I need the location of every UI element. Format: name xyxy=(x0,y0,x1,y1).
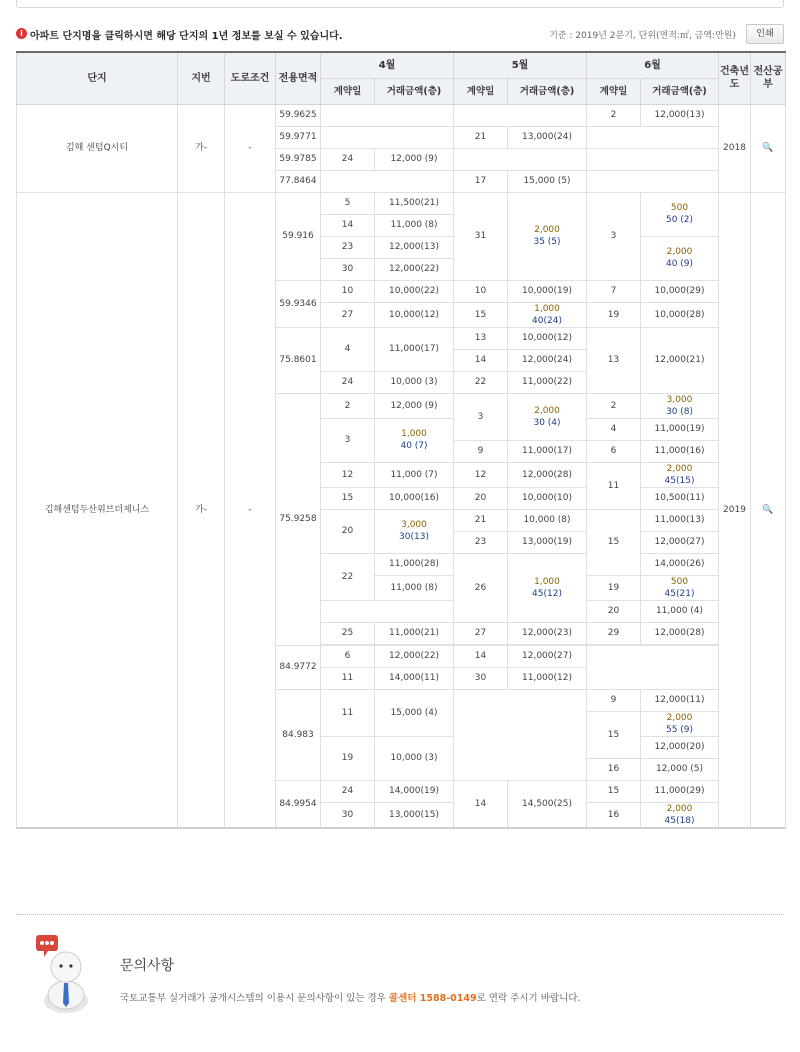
top-panel-frame xyxy=(16,0,784,8)
deal-amount: 2,000 35 (5) xyxy=(508,192,587,280)
header-complex: 단지 xyxy=(17,52,178,104)
contract-day: 26 xyxy=(454,553,508,622)
deal-amount: 13,000(19) xyxy=(508,531,587,553)
deal-amount: 11,000(17) xyxy=(375,327,454,371)
road-cell: - xyxy=(225,192,276,828)
contract-day: 11 xyxy=(321,667,375,689)
contract-day: 30 xyxy=(321,802,375,828)
deal-amount: 2,000 40 (9) xyxy=(641,236,719,280)
deal-amount: 14,000(26) xyxy=(641,553,719,575)
complex-name-link[interactable]: 김해센텀두산위브더제니스 xyxy=(17,192,178,828)
contract-day: 22 xyxy=(321,553,375,600)
deal-amount: 12,000(11) xyxy=(641,689,719,711)
deal-amount: 12,000 (9) xyxy=(375,393,454,418)
contract-day: 27 xyxy=(321,302,375,327)
header-month-6: 6월 xyxy=(587,52,719,78)
deal-amount: 11,000(19) xyxy=(641,418,719,440)
header-area: 전용면적 xyxy=(276,52,321,104)
contract-day: 3 xyxy=(587,192,641,280)
contract-day: 15 xyxy=(454,302,508,327)
contract-day: 13 xyxy=(454,327,508,349)
contract-day: 25 xyxy=(321,622,375,644)
inquiry-text: 국토교통부 실거래가 공개시스템의 이용시 문의사항이 있는 경우 콜센터 1588-0149로 연락 주시기 바랍니다. xyxy=(120,993,581,1004)
deal-amount: 12,000(21) xyxy=(641,327,719,393)
deal-amount: 11,000(22) xyxy=(508,371,587,393)
deal-amount: 15,000 (4) xyxy=(375,689,454,736)
deal-amount: 2,000 45(15) xyxy=(641,462,719,487)
deal-amount: 3,000 30(13) xyxy=(375,509,454,553)
deal-amount: 14,000(19) xyxy=(375,780,454,802)
contract-day: 30 xyxy=(321,258,375,280)
contract-day: 9 xyxy=(454,440,508,462)
deal-amount: 11,000(29) xyxy=(641,780,719,802)
contract-day: 23 xyxy=(454,531,508,553)
deal-amount: 11,000(16) xyxy=(641,440,719,462)
deal-amount: 3,000 30 (8) xyxy=(641,393,719,418)
deal-amount: 10,000(28) xyxy=(641,302,719,327)
contract-day: 14 xyxy=(454,349,508,371)
contract-day: 6 xyxy=(587,440,641,462)
contract-day: 16 xyxy=(587,758,641,780)
contract-day: 29 xyxy=(587,622,641,644)
contract-day: 15 xyxy=(321,487,375,509)
unit-basis-text: 기준 : 2019년 2분기, 단위(면적:㎡, 금액:만원) xyxy=(549,31,736,41)
deal-amount: 11,000 (4) xyxy=(641,600,719,622)
deal-amount: 14,000(11) xyxy=(375,667,454,689)
print-button[interactable]: 인쇄 xyxy=(746,24,784,44)
deal-amount: 1,000 45(12) xyxy=(508,553,587,622)
help-person-icon xyxy=(34,933,94,1013)
header-road: 도로조건 xyxy=(225,52,276,104)
deal-amount: 12,000(28) xyxy=(641,622,719,644)
area-cell: 75.8601 xyxy=(276,327,321,393)
complex-name-link[interactable]: 김해 센텀Q시티 xyxy=(17,104,178,192)
road-cell: - xyxy=(225,104,276,192)
inquiry-title: 문의사항 xyxy=(120,958,175,974)
deal-amount: 10,000(29) xyxy=(641,280,719,302)
area-cell: 59.9785 xyxy=(276,148,321,170)
deal-amount: 12,000(27) xyxy=(641,531,719,553)
area-cell: 77.8464 xyxy=(276,170,321,192)
contract-day: 7 xyxy=(587,280,641,302)
deal-amount: 10,000(19) xyxy=(508,280,587,302)
header-jibun: 지번 xyxy=(178,52,225,104)
contract-day: 24 xyxy=(321,148,375,170)
deal-amount: 11,000 (8) xyxy=(375,575,454,600)
header-day: 계약일 xyxy=(454,78,508,104)
call-center-phone: 콜센터 1588-0149 xyxy=(388,993,477,1004)
header-day: 계약일 xyxy=(587,78,641,104)
deal-amount: 12,000(28) xyxy=(508,462,587,487)
deal-amount: 11,000(13) xyxy=(641,509,719,531)
contract-day: 10 xyxy=(454,280,508,302)
deal-amount: 1,000 40 (7) xyxy=(375,418,454,462)
deal-amount: 10,000 (3) xyxy=(375,371,454,393)
contract-day: 17 xyxy=(454,170,508,192)
header-month-4: 4월 xyxy=(321,52,454,78)
contract-day: 4 xyxy=(587,418,641,440)
area-cell: 59.9346 xyxy=(276,280,321,327)
deal-amount: 10,000 (3) xyxy=(375,736,454,780)
contract-day: 11 xyxy=(587,462,641,509)
deal-amount: 10,000(12) xyxy=(375,302,454,327)
contract-day: 3 xyxy=(321,418,375,462)
deal-amount: 10,000(10) xyxy=(508,487,587,509)
deal-amount: 11,000(21) xyxy=(375,622,454,644)
deal-amount: 15,000 (5) xyxy=(508,170,587,192)
jibun-cell: 가- xyxy=(178,104,225,192)
contract-day: 3 xyxy=(454,393,508,440)
table-row xyxy=(17,104,786,126)
contract-day: 4 xyxy=(321,327,375,371)
table-row xyxy=(17,192,786,214)
contract-day: 16 xyxy=(587,802,641,828)
contract-day: 19 xyxy=(587,575,641,600)
info-icon: i xyxy=(16,28,27,39)
contract-day: 12 xyxy=(454,462,508,487)
deal-amount: 2,000 45(18) xyxy=(641,802,719,828)
header-amount: 거래금액(층) xyxy=(375,78,454,104)
transaction-table xyxy=(16,51,786,829)
deal-amount: 11,000 (7) xyxy=(375,462,454,487)
contract-day: 21 xyxy=(454,126,508,148)
contract-day: 20 xyxy=(454,487,508,509)
header-registry: 전산공부 xyxy=(751,52,786,104)
deal-amount: 500 50 (2) xyxy=(641,192,719,236)
area-cell: 59.916 xyxy=(276,192,321,280)
header-amount: 거래금액(층) xyxy=(508,78,587,104)
deal-amount: 12,000(23) xyxy=(508,622,587,644)
contract-day: 14 xyxy=(454,645,508,667)
deal-amount: 12,000 (9) xyxy=(375,148,454,170)
contract-day: 12 xyxy=(321,462,375,487)
contract-day: 14 xyxy=(321,214,375,236)
header-month-5: 5월 xyxy=(454,52,587,78)
contract-day: 24 xyxy=(321,371,375,393)
contract-day: 9 xyxy=(587,689,641,711)
contract-day: 13 xyxy=(587,327,641,393)
area-cell: 84.9772 xyxy=(276,645,321,689)
area-cell: 84.9954 xyxy=(276,780,321,828)
area-cell: 59.9625 xyxy=(276,104,321,126)
contract-day: 2 xyxy=(321,393,375,418)
deal-amount: 10,000(12) xyxy=(508,327,587,349)
contract-day: 10 xyxy=(321,280,375,302)
magnifier-icon[interactable]: 🔍 xyxy=(751,104,786,192)
section-divider xyxy=(16,914,784,915)
magnifier-icon[interactable]: 🔍 xyxy=(751,192,786,828)
deal-amount: 1,000 40(24) xyxy=(508,302,587,327)
deal-amount: 11,500(21) xyxy=(375,192,454,214)
area-cell: 59.9771 xyxy=(276,126,321,148)
notice-text: 아파트 단지명을 클릭하시면 해당 단지의 1년 정보를 보실 수 있습니다. xyxy=(30,31,343,42)
deal-amount: 12,000 (5) xyxy=(641,758,719,780)
deal-amount: 12,000(20) xyxy=(641,736,719,758)
contract-day: 11 xyxy=(321,689,375,736)
deal-amount: 12,000(13) xyxy=(641,104,719,126)
contract-day: 2 xyxy=(587,393,641,418)
jibun-cell: 가- xyxy=(178,192,225,828)
header-day: 계약일 xyxy=(321,78,375,104)
area-cell: 75.9258 xyxy=(276,393,321,645)
info-bar xyxy=(16,24,784,44)
contract-day: 14 xyxy=(454,780,508,828)
deal-amount: 12,000(13) xyxy=(375,236,454,258)
deal-amount: 11,000(28) xyxy=(375,553,454,575)
deal-amount: 10,000(22) xyxy=(375,280,454,302)
deal-amount: 12,000(24) xyxy=(508,349,587,371)
deal-amount: 500 45(21) xyxy=(641,575,719,600)
contract-day: 19 xyxy=(587,302,641,327)
contract-day: 6 xyxy=(321,645,375,667)
deal-amount: 2,000 55 (9) xyxy=(641,711,719,736)
deal-amount: 13,000(24) xyxy=(508,126,587,148)
deal-amount: 11,000(12) xyxy=(508,667,587,689)
contract-day: 2 xyxy=(587,104,641,126)
deal-amount: 2,000 30 (4) xyxy=(508,393,587,440)
build-year: 2018 xyxy=(719,104,751,192)
contract-day: 15 xyxy=(587,509,641,575)
deal-amount: 12,000(22) xyxy=(375,645,454,667)
contract-day: 20 xyxy=(321,509,375,553)
contract-day: 23 xyxy=(321,236,375,258)
contract-day: 21 xyxy=(454,509,508,531)
deal-amount: 10,000 (8) xyxy=(508,509,587,531)
header-amount: 거래금액(층) xyxy=(641,78,719,104)
contract-day: 5 xyxy=(321,192,375,214)
contract-day: 31 xyxy=(454,192,508,280)
contract-day: 20 xyxy=(587,600,641,622)
contract-day: 15 xyxy=(587,780,641,802)
contract-day: 24 xyxy=(321,780,375,802)
build-year: 2019 xyxy=(719,192,751,828)
deal-amount: 11,000 (8) xyxy=(375,214,454,236)
header-year: 건축년도 xyxy=(719,52,751,104)
contract-day: 19 xyxy=(321,736,375,780)
contract-day: 30 xyxy=(454,667,508,689)
deal-amount: 12,000(22) xyxy=(375,258,454,280)
deal-amount: 14,500(25) xyxy=(508,780,587,828)
deal-amount: 12,000(27) xyxy=(508,645,587,667)
contract-day: 15 xyxy=(587,711,641,758)
area-cell: 84.983 xyxy=(276,689,321,780)
contract-day: 27 xyxy=(454,622,508,644)
contract-day: 22 xyxy=(454,371,508,393)
deal-amount: 10,000(16) xyxy=(375,487,454,509)
deal-amount: 11,000(17) xyxy=(508,440,587,462)
deal-amount: 13,000(15) xyxy=(375,802,454,828)
deal-amount: 10,500(11) xyxy=(641,487,719,509)
